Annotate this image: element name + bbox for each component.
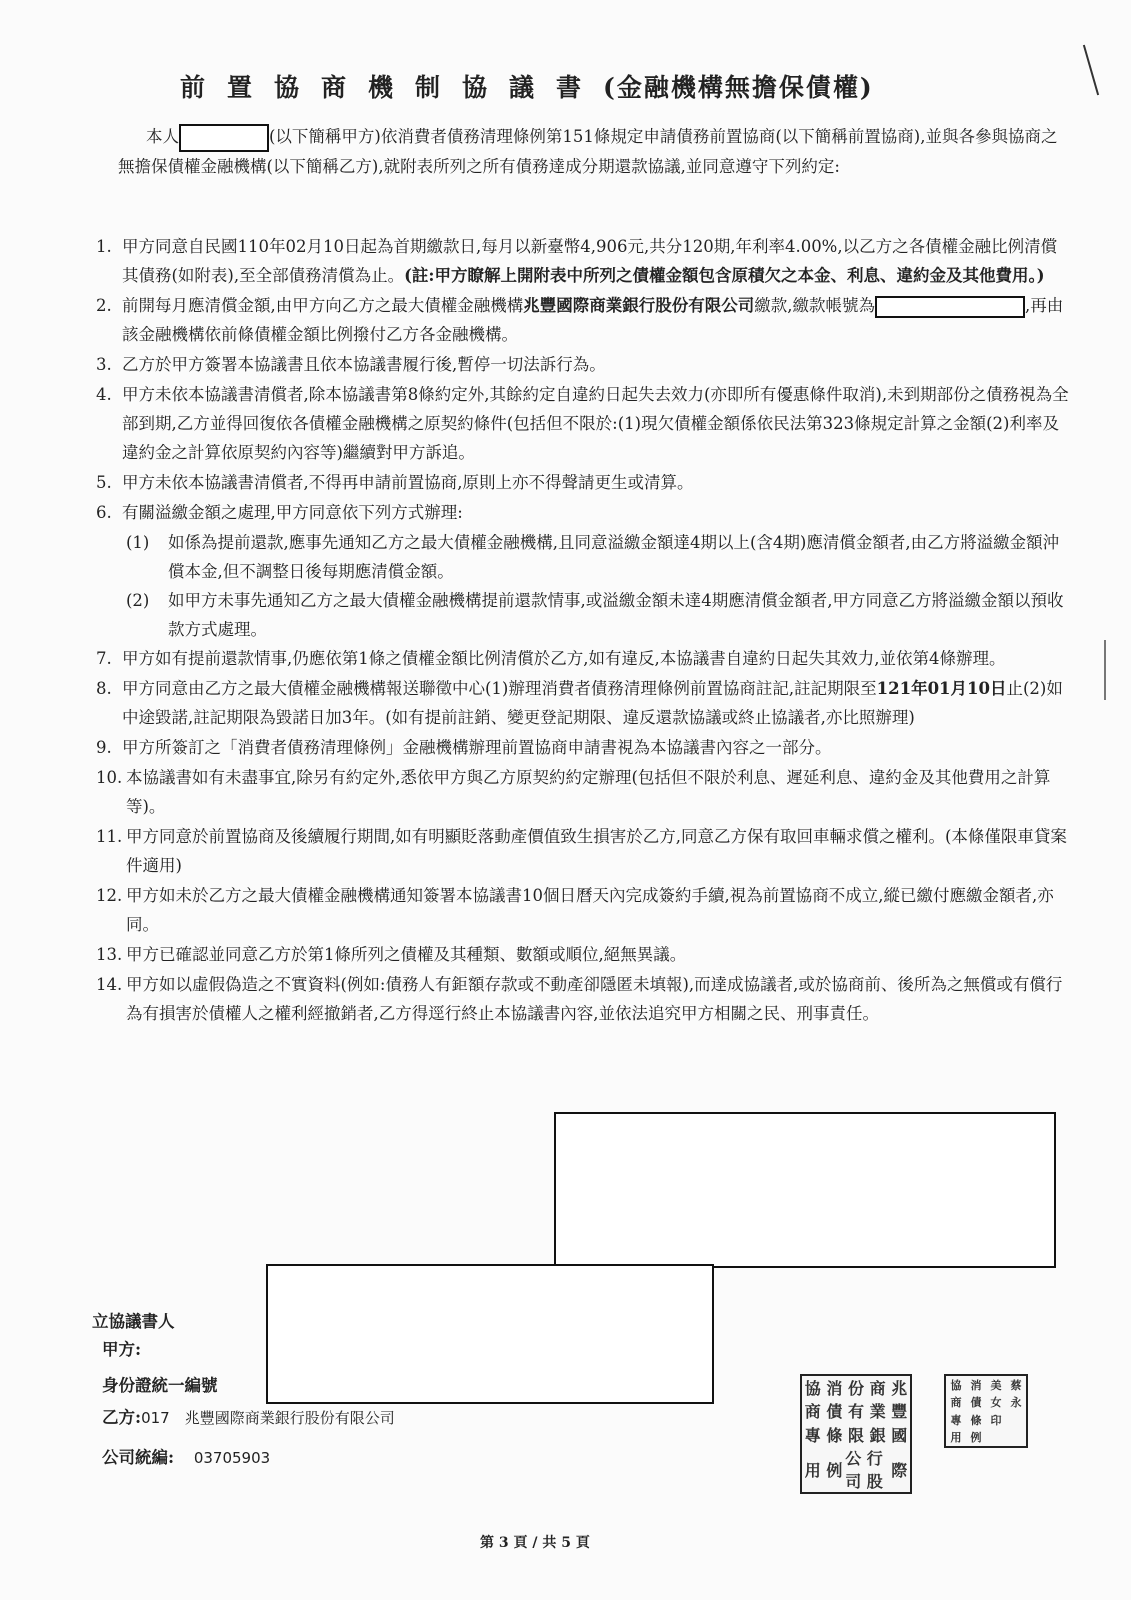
clause-11: 11. 甲方同意於前置協商及後續履行期間,如有明顯貶落動產價值致生損害於乙方,同意乙方保有取回車輛求償之權利。(本條僅限車貸案件適用) — [96, 827, 1067, 875]
party-b-label: 乙方: — [102, 1408, 142, 1427]
clause-14: 14. 甲方如以虛假偽造之不實資料(例如:債務人有鉅額存款或不動產卻隱匿未填報),而達成協議者,或於協商前、後所為之無償或有償行為有損害於債權人之權利經撤銷者,乙方得逕行終止本協議書內容,並依法追究甲方相關之民、刑事責任。 — [96, 975, 1063, 1023]
id-number-label: 身份證統一編號 — [102, 1376, 218, 1395]
party-b-row — [102, 1404, 395, 1428]
company-seal-glyph: 行股 — [866, 1449, 883, 1491]
intro-before: 本人 — [146, 127, 179, 146]
personal-seal-glyph — [1006, 1429, 1026, 1447]
signatory-heading: 立協議書人 — [92, 1312, 175, 1331]
clause-7: 7. 甲方如有提前還款情事,仍應依第1條之債權金額比例清償於乙方,如有違反,本協議書自違約日起失其效力,並依第4條辦理。 — [96, 649, 1006, 668]
personal-seal-glyph: 女 — [990, 1396, 1002, 1410]
company-seal-glyph: 份 — [847, 1379, 864, 1399]
company-seal-glyph: 商 — [804, 1402, 821, 1422]
clause-6-sub-2: (2) 如甲方未事先通知乙方之最大債權金融機構提前還款情事,或溢繳金額未達4期應清償金額者,甲方同意乙方將溢繳金額以預收款方式處理。 — [126, 591, 1064, 639]
personal-seal-glyph: 協 — [950, 1378, 962, 1392]
personal-seal-glyph: 美 — [990, 1378, 1002, 1392]
title-main: 前置協商機制協議書 — [180, 73, 604, 102]
redacted-name — [179, 124, 269, 152]
personal-seal-glyph: 蔡 — [1010, 1378, 1022, 1392]
clause-9: 9. 甲方所簽訂之「消費者債務清理條例」金融機構辦理前置協商申請書視為本協議書內容之一部分。 — [96, 738, 832, 757]
clause-10: 10. 本協議書如有未盡事宜,除另有約定外,悉依甲方與乙方原契約約定辦理(包括但不限於利息、遲延利息、違約金及其他費用之計算等)。 — [96, 768, 1051, 816]
personal-seal-glyph: 用 — [950, 1431, 962, 1445]
company-id-value: 03705903 — [193, 1449, 271, 1467]
clause-6: 6. 有關溢繳金額之處理,甲方同意依下列方式辦理: — [96, 503, 463, 522]
scan-mark-right-edge — [1104, 640, 1106, 700]
personal-seal-glyph: 印 — [990, 1413, 1002, 1427]
clause-8: 8. 甲方同意由乙方之最大債權金融機構報送聯徵中心(1)辦理消費者債務清理條例前置協商註記,註記期限至121年01月10日止(2)如中途毀諾,註記期限為毀諾日加3年。(如有提前註銷、變更登記期限、違反還款協議或終止協議者,亦比照辦理) — [96, 679, 1063, 727]
company-seal-glyph: 債 — [826, 1402, 843, 1422]
company-seal-glyph: 公司 — [845, 1449, 862, 1491]
company-id-label: 公司統編: — [102, 1448, 175, 1467]
clause-5: 5. 甲方未依本協議書清償者,不得再申請前置協商,原則上亦不得聲請更生或清算。 — [96, 473, 694, 492]
company-seal-glyph: 有 — [847, 1402, 864, 1422]
company-id-row — [102, 1444, 270, 1468]
company-seal-glyph: 協 — [804, 1379, 821, 1399]
party-a-label: 甲方: — [102, 1340, 142, 1359]
personal-seal-glyph — [1006, 1411, 1026, 1429]
company-seal-glyph: 際 — [891, 1460, 908, 1480]
company-seal-stamp — [800, 1374, 912, 1494]
redacted-account — [875, 296, 1025, 318]
personal-seal-glyph: 永 — [1010, 1396, 1022, 1410]
personal-seal-glyph: 專 — [950, 1413, 962, 1427]
personal-seal-glyph: 商 — [950, 1396, 962, 1410]
redacted-box-lower — [266, 1264, 714, 1404]
personal-seal-glyph: 債 — [970, 1396, 982, 1410]
intro-after: (以下簡稱甲方)依消費者債務清理條例第151條規定申請債務前置協商(以下簡稱前置協商),並與各參與協商之無擔保債權金融機構(以下簡稱乙方),就附表所列之所有債務達成分期還款協議,並同意遵守下列約定: — [118, 127, 1058, 176]
company-seal-glyph: 用 — [804, 1460, 821, 1480]
company-seal-glyph: 國 — [891, 1425, 908, 1445]
page-number: 第 3 頁 / 共 5 頁 — [480, 1535, 590, 1551]
company-seal-glyph: 兆 — [891, 1379, 908, 1399]
company-seal-glyph: 業 — [869, 1402, 886, 1422]
title-sub: (金融機構無擔保債權) — [603, 73, 874, 102]
clause-6-sub-1: (1) 如係為提前還款,應事先通知乙方之最大債權金融機構,且同意溢繳金額達4期以上(含4期)應清償金額者,由乙方將溢繳金額沖償本金,但不調整日後每期應清償金額。 — [126, 533, 1060, 581]
company-seal-glyph: 例 — [826, 1460, 843, 1480]
personal-seal-glyph — [986, 1429, 1006, 1447]
company-seal-glyph: 條 — [826, 1425, 843, 1445]
intro-paragraph — [118, 122, 1073, 181]
company-seal-glyph: 銀 — [869, 1425, 886, 1445]
clause-4: 4. 甲方未依本協議書清償者,除本協議書第8條約定外,其餘約定自違約日起失去效力(亦即所有優惠條件取消),未到期部份之債務視為全部到期,乙方並得回復依各債權金融機構之原契約條件(包括但不限於:(1)現欠債權金額係依民法第323條規定計算之金額(2)利率及違約金之計算依原契約內容等)繼續對甲方訴追。 — [96, 385, 1069, 462]
company-seal-glyph: 限 — [847, 1425, 864, 1445]
clause-13: 13. 甲方已確認並同意乙方於第1條所列之債權及其種類、數額或順位,絕無異議。 — [96, 945, 687, 964]
company-seal-glyph: 商 — [869, 1379, 886, 1399]
personal-seal-glyph: 條 — [970, 1413, 982, 1427]
clause-1: 1. 甲方同意自民國110年02月10日起為首期繳款日,每月以新臺幣4,906元,共分120期,年利率4.00%,以乙方之各債權金融比例清償其債務(如附表),至全部債務清償為止。(註:甲方瞭解上開附表中所列之債權金額包含原積欠之本金、利息、違約金及其他費用。) — [96, 237, 1058, 285]
company-seal-glyph: 消 — [826, 1379, 843, 1399]
personal-seal-stamp — [944, 1374, 1028, 1448]
clause-12: 12. 甲方如未於乙方之最大債權金融機構通知簽署本協議書10個日曆天內完成簽約手續,視為前置協商不成立,縱已繳付應繳金額者,亦同。 — [96, 886, 1054, 934]
clause-3: 3. 乙方於甲方簽署本協議書且依本協議書履行後,暫停一切法訴行為。 — [96, 355, 606, 374]
document-title — [180, 68, 980, 104]
clause-list — [96, 232, 1072, 1029]
redacted-box-upper — [554, 1112, 1056, 1268]
bank-name: 兆豐國際商業銀行股份有限公司 — [523, 296, 755, 315]
company-seal-glyph: 專 — [804, 1425, 821, 1445]
party-b-value: 017 兆豐國際商業銀行股份有限公司 — [141, 1409, 395, 1427]
clause-1-note: (註:甲方瞭解上開附表中所列之債權金額包含原積欠之本金、利息、違約金及其他費用。) — [404, 266, 1045, 285]
company-seal-glyph: 豐 — [891, 1402, 908, 1422]
personal-seal-glyph: 消 — [970, 1378, 982, 1392]
personal-seal-glyph: 例 — [970, 1431, 982, 1445]
scan-mark-top-right — [1083, 45, 1099, 96]
clause-2: 2. 前開每月應清償金額,由甲方向乙方之最大債權金融機構兆豐國際商業銀行股份有限公司繳款,繳款帳號為 ,再由該金融機構依前條債權金額比例撥付乙方各金融機構。 — [96, 296, 1064, 344]
expiry-date: 121年01月10日 — [876, 679, 1007, 698]
